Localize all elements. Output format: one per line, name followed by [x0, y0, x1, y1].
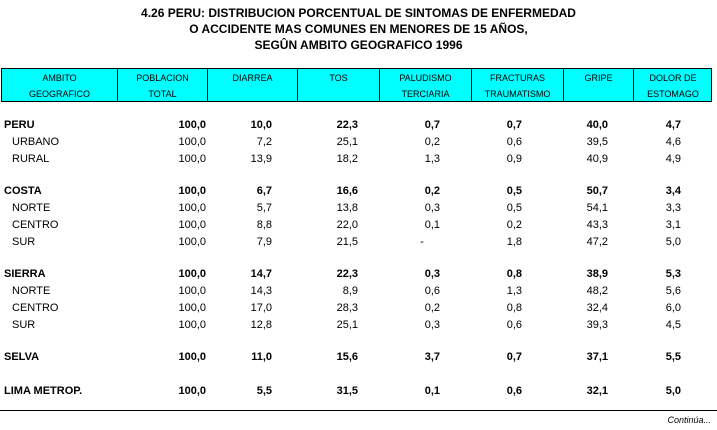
row-value: 5,0 — [665, 236, 681, 248]
row-value: 0,6 — [424, 285, 440, 297]
row-value: 25,1 — [336, 319, 358, 331]
column-header — [380, 69, 472, 101]
row-value: 3,4 — [665, 185, 681, 197]
column-header-line-1: DOLOR DE — [649, 73, 697, 83]
row-value: 0,8 — [506, 268, 522, 280]
row-value: 100,0 — [178, 119, 206, 131]
row-value: 100,0 — [178, 385, 206, 397]
row-value: 31,5 — [336, 385, 358, 397]
row-value: 0,1 — [424, 219, 440, 231]
row-value: 18,2 — [336, 153, 358, 165]
row-value: 0,7 — [506, 119, 522, 131]
row-label: COSTA — [4, 185, 42, 197]
row-value: 6,7 — [256, 185, 272, 197]
row-value: 3,3 — [665, 202, 681, 214]
column-header-line-2: TOTAL — [148, 89, 177, 99]
column-header-line-2: ESTOMAGO — [647, 89, 699, 99]
row-label: RURAL — [12, 153, 50, 165]
table-row — [0, 117, 717, 134]
row-value: 32,4 — [586, 302, 608, 314]
row-value: 0,9 — [506, 153, 522, 165]
table-row — [0, 317, 717, 334]
row-label: LIMA METROP. — [4, 385, 83, 397]
row-value: 50,7 — [586, 185, 608, 197]
column-header-line-2: TERCIARIA — [401, 89, 450, 99]
row-value: 25,1 — [336, 136, 358, 148]
row-value: 39,3 — [586, 319, 608, 331]
row-value: 6,0 — [665, 302, 681, 314]
column-header-line-1: PALUDISMO — [399, 73, 452, 83]
row-label: PERU — [4, 119, 35, 131]
table-row — [0, 300, 717, 317]
row-value: 0,7 — [506, 351, 522, 363]
row-value: 54,1 — [586, 202, 608, 214]
table-header — [1, 68, 712, 102]
table-row — [0, 234, 717, 251]
row-value: 0,8 — [506, 302, 522, 314]
table-title — [0, 5, 717, 53]
row-value: 48,2 — [586, 285, 608, 297]
row-value: 13,9 — [250, 153, 272, 165]
row-value: 7,9 — [256, 236, 272, 248]
row-value: - — [420, 236, 424, 248]
row-value: 100,0 — [178, 319, 206, 331]
row-value: 3,7 — [424, 351, 440, 363]
row-value: 0,3 — [424, 268, 440, 280]
row-value: 0,5 — [506, 185, 522, 197]
row-value: 40,9 — [586, 153, 608, 165]
row-value: 100,0 — [178, 302, 206, 314]
row-label: SIERRA — [4, 268, 46, 280]
title-line-2: O ACCIDENTE MAS COMUNES EN MENORES DE 15 AÑOS, — [189, 22, 528, 36]
row-value: 5,7 — [256, 202, 272, 214]
row-value: 100,0 — [178, 351, 206, 363]
row-value: 32,1 — [586, 385, 608, 397]
title-line-3: SEGÛN AMBITO GEOGRAFICO 1996 — [254, 38, 463, 52]
row-label: CENTRO — [12, 219, 59, 231]
row-value: 15,6 — [336, 351, 358, 363]
row-value: 0,2 — [506, 219, 522, 231]
row-value: 100,0 — [178, 202, 206, 214]
row-value: 1,3 — [506, 285, 522, 297]
row-value: 0,2 — [424, 136, 440, 148]
row-value: 21,5 — [336, 236, 358, 248]
column-header-line-1: AMBITO — [42, 73, 77, 83]
row-label: NORTE — [12, 202, 51, 214]
row-value: 100,0 — [178, 185, 206, 197]
row-label: CENTRO — [12, 302, 59, 314]
row-value: 0,1 — [424, 385, 440, 397]
row-value: 11,0 — [251, 351, 272, 363]
row-value: 10,0 — [250, 119, 272, 131]
row-value: 39,5 — [586, 136, 608, 148]
row-value: 4,6 — [665, 136, 681, 148]
row-value: 8,9 — [342, 285, 358, 297]
column-header — [564, 69, 634, 101]
row-value: 40,0 — [586, 119, 608, 131]
row-value: 100,0 — [178, 219, 206, 231]
row-label: SUR — [12, 236, 36, 248]
row-label: SELVA — [4, 351, 40, 363]
column-header-line-2 — [208, 86, 297, 102]
row-value: 0,3 — [424, 319, 440, 331]
table-bottom-rule — [0, 410, 717, 411]
row-value: 14,3 — [250, 285, 272, 297]
row-value: 4,5 — [665, 319, 681, 331]
row-value: 5,5 — [665, 351, 681, 363]
row-value: 22,0 — [336, 219, 358, 231]
row-value: 16,6 — [336, 185, 358, 197]
column-header-line-1: GRIPE — [584, 73, 613, 83]
column-header-line-2 — [298, 86, 379, 102]
column-header — [2, 69, 118, 101]
column-header-line-1: TOS — [329, 73, 348, 83]
row-value: 13,8 — [336, 202, 358, 214]
row-value: 100,0 — [178, 268, 206, 280]
row-value: 0,3 — [424, 202, 440, 214]
row-value: 38,9 — [586, 268, 608, 280]
row-value: 47,2 — [586, 236, 608, 248]
row-value: 14,7 — [250, 268, 272, 280]
row-label: URBANO — [12, 136, 60, 148]
row-value: 43,3 — [586, 219, 608, 231]
row-value: 8,8 — [256, 219, 272, 231]
row-value: 1,8 — [506, 236, 522, 248]
row-value: 5,3 — [665, 268, 681, 280]
row-value: 0,5 — [506, 202, 522, 214]
row-value: 0,7 — [424, 119, 440, 131]
row-value: 3,1 — [665, 219, 681, 231]
table-row — [0, 266, 717, 283]
row-value: 12,8 — [250, 319, 272, 331]
row-value: 0,6 — [506, 319, 522, 331]
row-value: 28,3 — [336, 302, 358, 314]
table-row — [0, 383, 717, 400]
continua-note: Continúa... — [667, 415, 711, 425]
row-value: 7,2 — [256, 136, 272, 148]
table-row — [0, 217, 717, 234]
table-row — [0, 200, 717, 217]
table-row — [0, 183, 717, 200]
row-value: 0,6 — [506, 385, 522, 397]
table-row — [0, 151, 717, 168]
title-line-1: 4.26 PERU: DISTRIBUCION PORCENTUAL DE SINTOMAS DE ENFERMEDAD — [141, 6, 576, 20]
row-label: NORTE — [12, 285, 51, 297]
column-header-line-2: GEOGRAFICO — [28, 89, 90, 99]
row-value: 4,9 — [665, 153, 681, 165]
column-header — [634, 69, 712, 101]
table-row — [0, 283, 717, 300]
row-label: SUR — [12, 319, 36, 331]
row-value: 100,0 — [178, 285, 206, 297]
column-header — [118, 69, 208, 101]
row-value: 100,0 — [178, 153, 206, 165]
row-value: 1,3 — [424, 153, 440, 165]
row-value: 17,0 — [250, 302, 272, 314]
row-value: 37,1 — [586, 351, 608, 363]
row-value: 22,3 — [336, 119, 358, 131]
column-header-line-2 — [564, 86, 633, 102]
row-value: 100,0 — [178, 236, 206, 248]
row-value: 4,7 — [665, 119, 681, 131]
column-header-line-1: FRACTURAS — [489, 73, 545, 83]
column-header-line-1: DIARREA — [232, 73, 273, 83]
row-value: 0,6 — [506, 136, 522, 148]
column-header — [472, 69, 564, 101]
row-value: 5,0 — [665, 385, 681, 397]
row-value: 22,3 — [336, 268, 358, 280]
row-value: 5,5 — [256, 385, 272, 397]
table-row — [0, 134, 717, 151]
row-value: 0,2 — [424, 185, 440, 197]
column-header — [208, 69, 298, 101]
row-value: 5,6 — [665, 285, 681, 297]
table-row — [0, 349, 717, 366]
column-header — [298, 69, 380, 101]
column-header-line-1: POBLACION — [136, 73, 189, 83]
row-value: 100,0 — [178, 136, 206, 148]
column-header-line-2: TRAUMATISMO — [484, 89, 551, 99]
row-value: 0,2 — [424, 302, 440, 314]
